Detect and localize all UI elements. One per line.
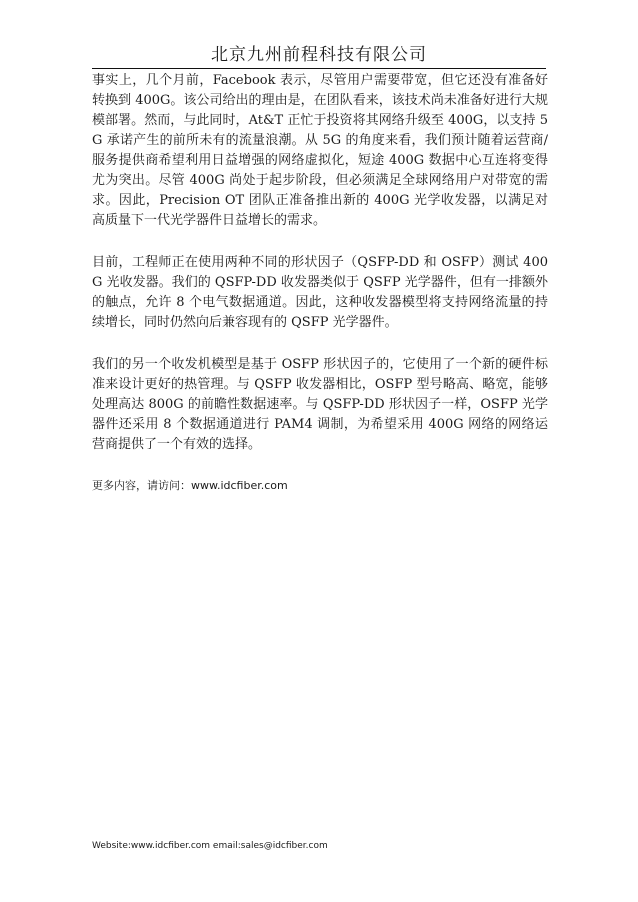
document-body [92, 71, 548, 495]
paragraph-1: 事实上，几个月前，Facebook 表示，尽管用户需要带宽，但它还没有准备好转换到 400G。该公司给出的理由是，在团队看来，该技术尚未准备好进行大规模部署。然而，与此同时，At&T 正忙于投资将其网络升级至 400G，以支持 5G 承诺产生的前所未有的流量浪潮。从 5G 的角度来看，我们预计随着运营商/服务提供商希望利用日益增强的网络虚拟化，短途 400G 数据中心互连将变得尤为突出。尽管 400G 尚处于起步阶段，但必须满足全球网络用户对带宽的需求。因此，Precision OT 团队正准备推出新的 400G 光学收发器，以满足对高质量下一代光学器件日益增长的需求。 [92, 73, 548, 228]
paragraph-3: 我们的另一个收发机模型是基于 OSFP 形状因子的，它使用了一个新的硬件标准来设计更好的热管理。与 QSFP 收发器相比，OSFP 型号略高、略宽，能够处理高达 800G 的前瞻性数据速率。与 QSFP-DD 形状因子一样，OSFP 光学器件还采用 8 个数据通道进行 PAM4 调制，为希望采用 400G 网络的网络运营商提供了一个有效的选择。 [92, 357, 548, 452]
more-info-link[interactable]: 更多内容，请访问：www.idcfiber.com [92, 479, 288, 492]
header-rule [92, 68, 546, 69]
page-footer: Website:www.idcfiber.com email:sales@idcfiber.com [92, 841, 328, 851]
company-header: 北京九州前程科技有限公司 [211, 45, 427, 65]
paragraph-2: 目前，工程师正在使用两种不同的形状因子（QSFP-DD 和 OSFP）测试 400G 光收发器。我们的 QSFP-DD 收发器类似于 QSFP 光学器件，但有一排额外的触点，允许 8 个电气数据通道。因此，这种收发器模型将支持网络流量的持续增长，同时仍然向后兼容现有的 QSFP 光学器件。 [92, 255, 548, 330]
